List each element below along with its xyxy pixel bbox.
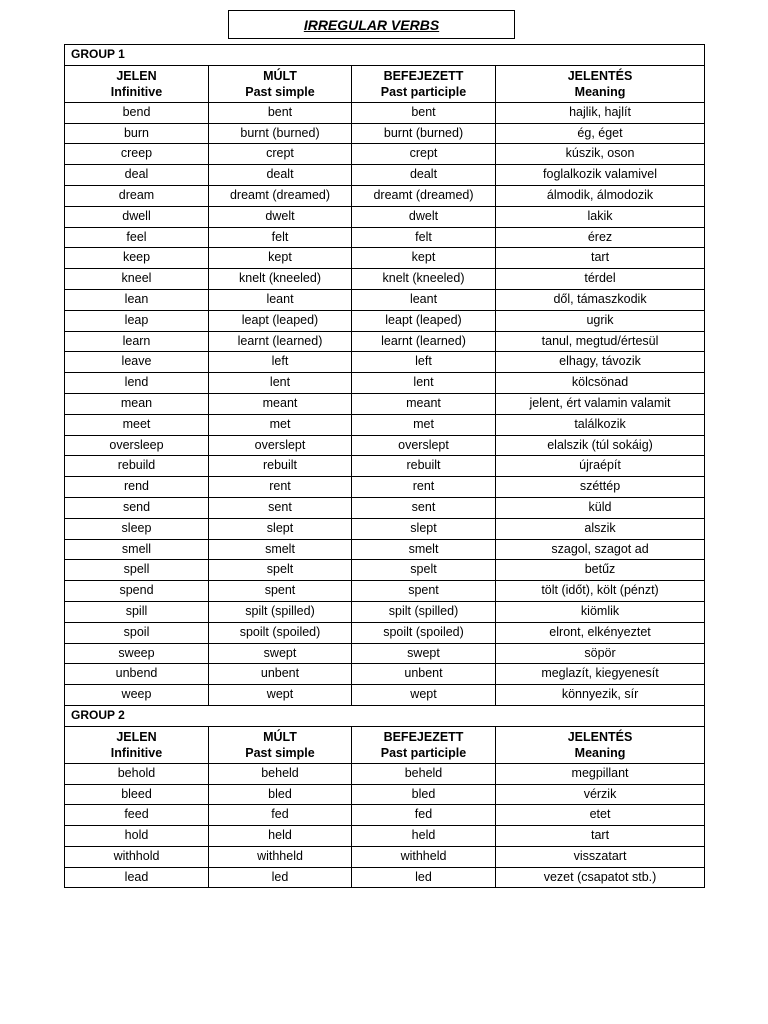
column-header-english: Past participle <box>380 745 467 760</box>
cell-past-simple: overslept <box>209 435 352 456</box>
cell-infinitive: spell <box>65 560 209 581</box>
cell-infinitive: weep <box>65 685 209 706</box>
cell-past-simple: spilt (spilled) <box>209 601 352 622</box>
table-row <box>65 664 705 685</box>
cell-past-participle: spent <box>352 581 496 602</box>
cell-past-participle: slept <box>352 518 496 539</box>
cell-infinitive: learn <box>65 331 209 352</box>
table-row <box>65 784 705 805</box>
column-header-english: Past simple <box>245 745 315 760</box>
cell-meaning: elhagy, távozik <box>496 352 705 373</box>
cell-past-simple: dwelt <box>209 206 352 227</box>
cell-infinitive: leap <box>65 310 209 331</box>
cell-infinitive: keep <box>65 248 209 269</box>
cell-past-simple: dealt <box>209 165 352 186</box>
cell-infinitive: lean <box>65 289 209 310</box>
table-row <box>65 826 705 847</box>
cell-infinitive: unbend <box>65 664 209 685</box>
cell-meaning: jelent, ért valamin valamit <box>496 393 705 414</box>
cell-past-participle: felt <box>352 227 496 248</box>
table-row <box>65 763 705 784</box>
cell-meaning: kiömlik <box>496 601 705 622</box>
cell-meaning: elalszik (túl sokáig) <box>496 435 705 456</box>
table-row <box>65 867 705 888</box>
column-header-meaning <box>496 726 705 763</box>
cell-meaning: térdel <box>496 269 705 290</box>
table-row <box>65 643 705 664</box>
cell-infinitive: meet <box>65 414 209 435</box>
cell-meaning: etet <box>496 805 705 826</box>
cell-past-participle: leapt (leaped) <box>352 310 496 331</box>
cell-meaning: lakik <box>496 206 705 227</box>
table-row <box>65 289 705 310</box>
cell-meaning: elront, elkényeztet <box>496 622 705 643</box>
table-row <box>65 352 705 373</box>
cell-past-participle: leant <box>352 289 496 310</box>
cell-infinitive: lend <box>65 373 209 394</box>
table-row <box>65 123 705 144</box>
cell-meaning: tart <box>496 248 705 269</box>
cell-meaning: tölt (időt), költ (pénzt) <box>496 581 705 602</box>
cell-past-simple: crept <box>209 144 352 165</box>
cell-meaning: hajlik, hajlít <box>496 102 705 123</box>
table-row <box>65 269 705 290</box>
column-header-past-simple <box>209 726 352 763</box>
table-row <box>65 165 705 186</box>
table-row <box>65 560 705 581</box>
cell-past-participle: meant <box>352 393 496 414</box>
cell-past-participle: withheld <box>352 846 496 867</box>
cell-past-simple: leant <box>209 289 352 310</box>
cell-past-participle: beheld <box>352 763 496 784</box>
table-row <box>65 227 705 248</box>
cell-meaning: szagol, szagot ad <box>496 539 705 560</box>
column-header-hungarian: JELENTÉS <box>567 729 633 744</box>
cell-past-participle: crept <box>352 144 496 165</box>
cell-meaning: álmodik, álmodozik <box>496 185 705 206</box>
column-header-hungarian: BEFEJEZETT <box>383 68 464 83</box>
cell-past-simple: withheld <box>209 846 352 867</box>
cell-meaning: tart <box>496 826 705 847</box>
cell-meaning: betűz <box>496 560 705 581</box>
cell-meaning: küld <box>496 497 705 518</box>
cell-infinitive: rebuild <box>65 456 209 477</box>
cell-past-participle: knelt (kneeled) <box>352 269 496 290</box>
cell-infinitive: sleep <box>65 518 209 539</box>
table-row <box>65 477 705 498</box>
group-header-row <box>65 705 705 726</box>
cell-infinitive: smell <box>65 539 209 560</box>
column-header-hungarian: JELEN <box>116 68 157 83</box>
cell-infinitive: spill <box>65 601 209 622</box>
cell-past-simple: left <box>209 352 352 373</box>
cell-past-participle: held <box>352 826 496 847</box>
cell-meaning: könnyezik, sír <box>496 685 705 706</box>
cell-past-participle: spilt (spilled) <box>352 601 496 622</box>
cell-meaning: foglalkozik valamivel <box>496 165 705 186</box>
cell-past-simple: leapt (leaped) <box>209 310 352 331</box>
table-row <box>65 581 705 602</box>
cell-meaning: meglazít, kiegyenesít <box>496 664 705 685</box>
column-header-infinitive <box>65 65 209 102</box>
column-header-hungarian: JELENTÉS <box>567 68 633 83</box>
cell-past-simple: lent <box>209 373 352 394</box>
cell-past-simple: sent <box>209 497 352 518</box>
cell-past-simple: dreamt (dreamed) <box>209 185 352 206</box>
column-header-past-simple <box>209 65 352 102</box>
table-row <box>65 373 705 394</box>
cell-past-simple: wept <box>209 685 352 706</box>
cell-past-simple: knelt (kneeled) <box>209 269 352 290</box>
cell-infinitive: rend <box>65 477 209 498</box>
column-header-english: Past participle <box>380 84 467 99</box>
column-header-english: Infinitive <box>110 84 163 99</box>
table-row <box>65 456 705 477</box>
cell-past-simple: meant <box>209 393 352 414</box>
cell-meaning: kúszik, oson <box>496 144 705 165</box>
column-header-hungarian: MÚLT <box>263 729 297 744</box>
cell-past-simple: beheld <box>209 763 352 784</box>
table-row <box>65 539 705 560</box>
cell-infinitive: lead <box>65 867 209 888</box>
table-row <box>65 185 705 206</box>
column-header-english: Meaning <box>574 84 626 99</box>
column-header-past-participle <box>352 726 496 763</box>
cell-past-participle: overslept <box>352 435 496 456</box>
cell-infinitive: mean <box>65 393 209 414</box>
cell-infinitive: spend <box>65 581 209 602</box>
cell-infinitive: withhold <box>65 846 209 867</box>
cell-meaning: vérzik <box>496 784 705 805</box>
cell-past-participle: sent <box>352 497 496 518</box>
cell-past-simple: burnt (burned) <box>209 123 352 144</box>
cell-meaning: újraépít <box>496 456 705 477</box>
cell-past-participle: lent <box>352 373 496 394</box>
cell-infinitive: bleed <box>65 784 209 805</box>
cell-infinitive: dwell <box>65 206 209 227</box>
cell-past-simple: slept <box>209 518 352 539</box>
cell-infinitive: bend <box>65 102 209 123</box>
cell-past-simple: spoilt (spoiled) <box>209 622 352 643</box>
cell-meaning: kölcsönad <box>496 373 705 394</box>
irregular-verbs-table <box>64 44 705 888</box>
cell-infinitive: feel <box>65 227 209 248</box>
cell-meaning: széttép <box>496 477 705 498</box>
cell-meaning: találkozik <box>496 414 705 435</box>
cell-meaning: dől, támaszkodik <box>496 289 705 310</box>
cell-past-participle: kept <box>352 248 496 269</box>
table-row <box>65 685 705 706</box>
table-row <box>65 622 705 643</box>
cell-infinitive: send <box>65 497 209 518</box>
cell-past-participle: learnt (learned) <box>352 331 496 352</box>
cell-past-participle: rebuilt <box>352 456 496 477</box>
group-header-row <box>65 45 705 66</box>
group-label: GROUP 1 <box>65 45 705 66</box>
table-row <box>65 435 705 456</box>
cell-past-simple: unbent <box>209 664 352 685</box>
cell-past-simple: learnt (learned) <box>209 331 352 352</box>
cell-past-simple: felt <box>209 227 352 248</box>
cell-past-participle: bled <box>352 784 496 805</box>
cell-infinitive: creep <box>65 144 209 165</box>
cell-past-simple: fed <box>209 805 352 826</box>
cell-past-participle: led <box>352 867 496 888</box>
column-header-hungarian: JELEN <box>116 729 157 744</box>
page-title <box>228 10 515 39</box>
column-header-english: Meaning <box>574 745 626 760</box>
verbs-table-body <box>65 45 705 888</box>
cell-past-participle: dwelt <box>352 206 496 227</box>
cell-past-participle: rent <box>352 477 496 498</box>
table-row <box>65 310 705 331</box>
column-header-row <box>65 726 705 763</box>
table-row <box>65 248 705 269</box>
column-header-past-participle <box>352 65 496 102</box>
cell-meaning: vezet (csapatot stb.) <box>496 867 705 888</box>
cell-infinitive: deal <box>65 165 209 186</box>
cell-infinitive: feed <box>65 805 209 826</box>
table-row <box>65 497 705 518</box>
cell-past-simple: kept <box>209 248 352 269</box>
cell-past-simple: swept <box>209 643 352 664</box>
table-row <box>65 601 705 622</box>
column-header-english: Past simple <box>245 84 315 99</box>
cell-meaning: ugrik <box>496 310 705 331</box>
table-row <box>65 414 705 435</box>
column-header-infinitive <box>65 726 209 763</box>
cell-past-simple: spelt <box>209 560 352 581</box>
table-row <box>65 805 705 826</box>
cell-past-participle: left <box>352 352 496 373</box>
cell-infinitive: behold <box>65 763 209 784</box>
column-header-meaning <box>496 65 705 102</box>
column-header-hungarian: MÚLT <box>263 68 297 83</box>
table-row <box>65 102 705 123</box>
cell-past-participle: burnt (burned) <box>352 123 496 144</box>
cell-past-simple: led <box>209 867 352 888</box>
cell-past-simple: spent <box>209 581 352 602</box>
cell-past-simple: bled <box>209 784 352 805</box>
column-header-row <box>65 65 705 102</box>
cell-past-participle: met <box>352 414 496 435</box>
cell-past-simple: rebuilt <box>209 456 352 477</box>
cell-infinitive: leave <box>65 352 209 373</box>
cell-meaning: érez <box>496 227 705 248</box>
cell-past-participle: spelt <box>352 560 496 581</box>
group-label: GROUP 2 <box>65 705 705 726</box>
cell-past-participle: wept <box>352 685 496 706</box>
cell-infinitive: spoil <box>65 622 209 643</box>
cell-past-participle: dreamt (dreamed) <box>352 185 496 206</box>
cell-meaning: alszik <box>496 518 705 539</box>
cell-past-participle: bent <box>352 102 496 123</box>
cell-infinitive: burn <box>65 123 209 144</box>
cell-meaning: megpillant <box>496 763 705 784</box>
cell-past-participle: unbent <box>352 664 496 685</box>
cell-past-participle: spoilt (spoiled) <box>352 622 496 643</box>
cell-past-simple: rent <box>209 477 352 498</box>
cell-past-simple: bent <box>209 102 352 123</box>
cell-past-participle: fed <box>352 805 496 826</box>
cell-past-simple: smelt <box>209 539 352 560</box>
table-row <box>65 144 705 165</box>
cell-meaning: söpör <box>496 643 705 664</box>
table-row <box>65 393 705 414</box>
table-row <box>65 331 705 352</box>
column-header-hungarian: BEFEJEZETT <box>383 729 464 744</box>
cell-infinitive: oversleep <box>65 435 209 456</box>
cell-past-simple: held <box>209 826 352 847</box>
cell-past-participle: dealt <box>352 165 496 186</box>
table-row <box>65 518 705 539</box>
table-row <box>65 206 705 227</box>
cell-infinitive: hold <box>65 826 209 847</box>
cell-infinitive: sweep <box>65 643 209 664</box>
cell-infinitive: kneel <box>65 269 209 290</box>
table-row <box>65 846 705 867</box>
cell-past-simple: met <box>209 414 352 435</box>
column-header-english: Infinitive <box>110 745 163 760</box>
page-title-text: IRREGULAR VERBS <box>303 16 440 33</box>
cell-meaning: tanul, megtud/értesül <box>496 331 705 352</box>
cell-past-participle: swept <box>352 643 496 664</box>
cell-meaning: ég, éget <box>496 123 705 144</box>
cell-past-participle: smelt <box>352 539 496 560</box>
cell-infinitive: dream <box>65 185 209 206</box>
cell-meaning: visszatart <box>496 846 705 867</box>
